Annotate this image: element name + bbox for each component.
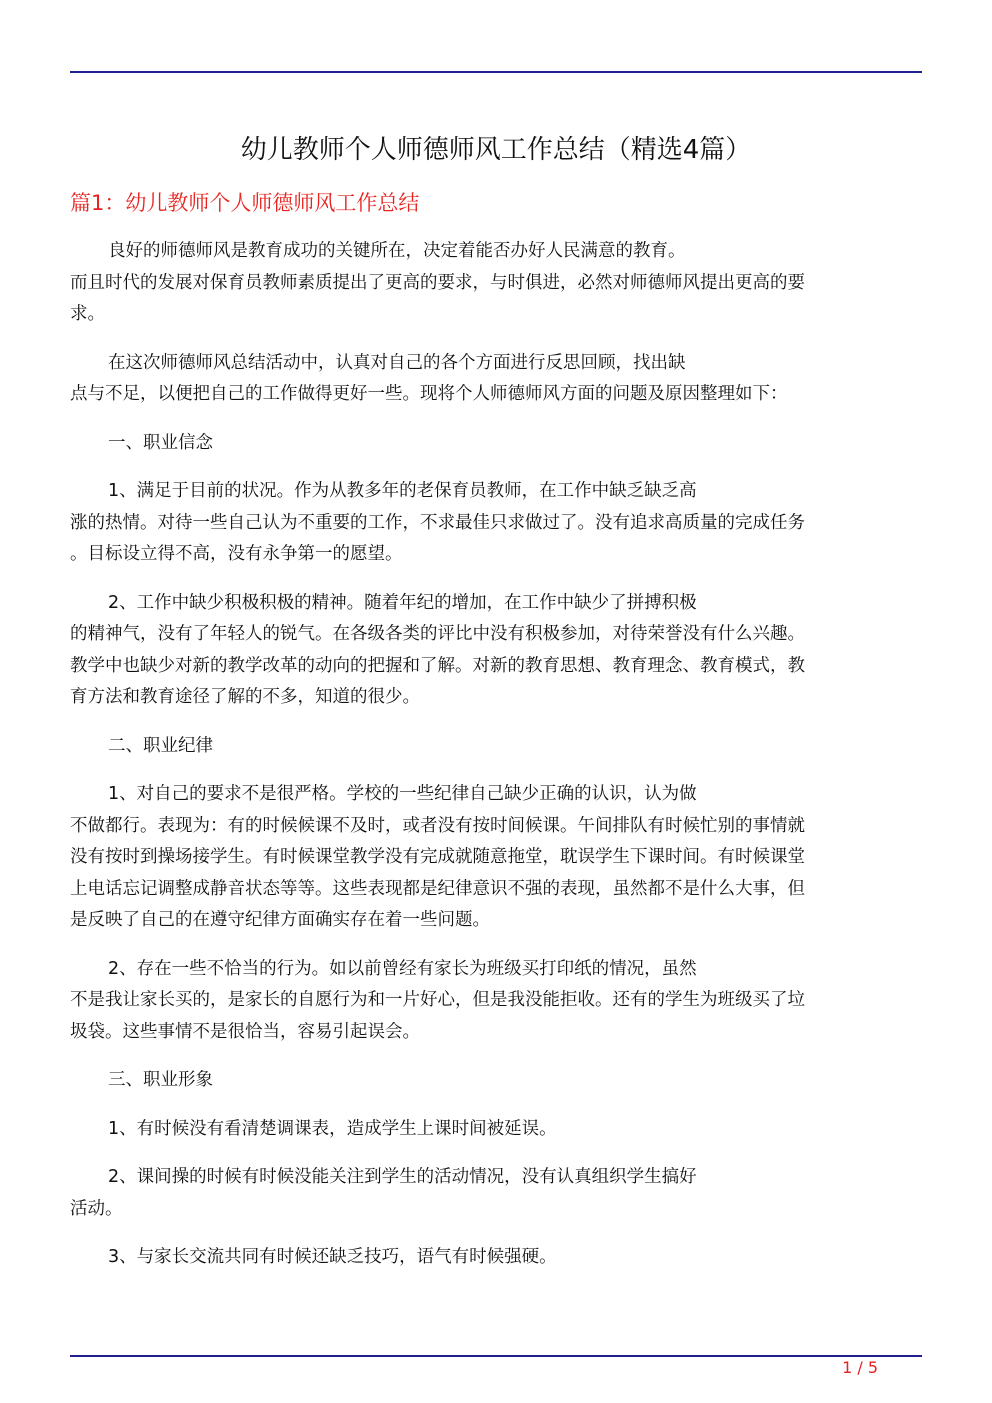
subsection-heading-text: 一、职业信念 [108,432,213,453]
paragraph [70,954,915,1049]
paragraph [70,1242,915,1274]
paragraph-line: 在这次师德师风总结活动中，认真对自己的各个方面进行反思回顾，找出缺 [108,352,686,373]
paragraph-line: 上电话忘记调整成静音状态等等。这些表现都是纪律意识不强的表现，虽然都不是什么大事，但 [70,878,805,899]
subsection-heading [70,731,915,763]
document-body [70,236,915,1291]
subsection-heading-text: 三、职业形象 [108,1070,213,1090]
subsection-heading [70,428,915,460]
paragraph-line: 2、课间操的时候有时候没能关注到学生的活动情况，没有认真组织学生搞好 [108,1167,697,1187]
paragraph [70,348,915,411]
page-number: 1 / 5 [842,1358,878,1377]
paragraph-line: 求。 [70,304,105,324]
paragraph-line: 是反映了自己的在遵守纪律方面确实存在着一些问题。 [70,910,490,930]
subsection-heading-text: 二、职业纪律 [108,735,213,756]
paragraph-line: 良好的师德师风是教育成功的关键所在，决定着能否办好人民满意的教育。 [108,241,686,261]
paragraph-line: 活动。 [70,1198,123,1219]
paragraph [70,1114,915,1146]
footer-rule [70,1355,922,1357]
paragraph-line: 2、工作中缺少积极积极的精神。随着年纪的增加，在工作中缺少了拼搏积极 [108,592,697,613]
paragraph-line: 育方法和教育途径了解的不多，知道的很少。 [70,687,420,707]
header-rule [70,71,922,73]
paragraph-line: 1、对自己的要求不是很严格。学校的一些纪律自己缺少正确的认识，认为做 [108,784,697,804]
paragraph [70,779,915,937]
subsection-heading [70,1065,915,1097]
paragraph-line: 点与不足，以便把自己的工作做得更好一些。现将个人师德师风方面的问题及原因整理如下： [70,384,788,404]
paragraph-line: 而且时代的发展对保育员教师素质提出了更高的要求，与时俱进，必然对师德师风提出更高的要 [70,272,805,293]
paragraph [70,476,915,571]
paragraph-line: 涨的热情。对待一些自己认为不重要的工作，不求最佳只求做过了。没有追求高质量的完成任务 [70,512,805,533]
paragraph-line: 。目标设立得不高，没有永争第一的愿望。 [70,544,403,564]
paragraph-line: 1、满足于目前的状况。作为从教多年的老保育员教师，在工作中缺乏缺乏高 [108,481,697,501]
paragraph-line: 2、存在一些不恰当的行为。如以前曾经有家长为班级买打印纸的情况，虽然 [108,958,697,979]
paragraph-line: 教学中也缺少对新的教学改革的动向的把握和了解。对新的教育思想、教育理念、教育模式，教 [70,655,805,676]
paragraph-line: 的精神气，没有了年轻人的锐气。在各级各类的评比中没有积极参加，对待荣誉没有什么兴趣。 [70,624,805,644]
paragraph-line: 不是我让家长买的，是家长的自愿行为和一片好心，但是我没能拒收。还有的学生为班级买了垃 [70,990,805,1010]
paragraph [70,236,915,331]
section-heading: 篇1：幼儿教师个人师德师风工作总结 [70,191,420,215]
paragraph-line: 不做都行。表现为：有的时候候课不及时，或者没有按时间候课。午间排队有时候忙别的事情就 [70,815,805,836]
paragraph-line: 3、与家长交流共同有时候还缺乏技巧，语气有时候强硬。 [108,1247,557,1267]
paragraph [70,1162,915,1225]
paragraph-line: 1、有时候没有看清楚调课表，造成学生上课时间被延误。 [108,1118,557,1139]
paragraph [70,588,915,714]
paragraph-line: 圾袋。这些事情不是很恰当，容易引起误会。 [70,1021,420,1042]
document-title: 幼儿教师个人师德师风工作总结（精选4篇） [240,135,752,165]
paragraph-line: 没有按时到操场接学生。有时候课堂教学没有完成就随意拖堂，耽误学生下课时间。有时候课堂 [70,847,805,867]
